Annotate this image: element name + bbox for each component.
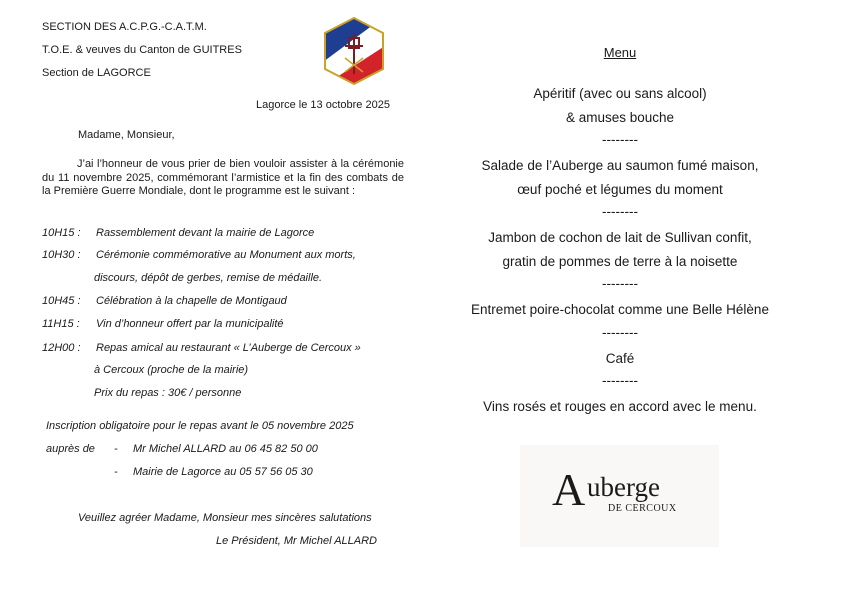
inscription-note: Inscription obligatoire pour le repas avant le 05 novembre 2025: [46, 420, 354, 432]
menu-item: Apéritif (avec ou sans alcool): [533, 86, 707, 101]
menu-item: œuf poché et légumes du moment: [517, 182, 723, 197]
shield-emblem-icon: [323, 16, 385, 86]
menu-item: Salade de l’Auberge au saumon fumé maison,: [481, 158, 759, 173]
schedule-item-continued: discours, dépôt de gerbes, remise de médaille.: [94, 272, 323, 284]
schedule-item: Vin d’honneur offert par la municipalité: [96, 318, 284, 330]
menu-item: gratin de pommes de terre à la noisette: [502, 254, 738, 269]
menu-item: & amuses bouche: [565, 110, 675, 125]
contact-dash: -: [114, 466, 118, 478]
logo-initial: A: [552, 464, 586, 515]
logo-subtitle: DE CERCOUX: [608, 503, 677, 514]
letter-date: Lagorce le 13 octobre 2025: [256, 99, 390, 111]
association-section: Section de LAGORCE: [42, 67, 151, 79]
signature: Le Président, Mr Michel ALLARD: [216, 535, 377, 547]
menu-item: Jambon de cochon de lait de Sullivan confit,: [488, 230, 752, 245]
closing-formula: Veuillez agréer Madame, Monsieur mes sincères salutations: [78, 512, 372, 524]
menu-item: Entremet poire-chocolat comme une Belle Hélène: [471, 302, 769, 317]
schedule-time: 10H45 :: [42, 295, 81, 307]
menu-separator: --------: [602, 276, 638, 291]
schedule-time: 11H15 :: [42, 318, 80, 330]
letter-body: [42, 158, 404, 199]
meal-price: Prix du repas : 30€ / personne: [94, 387, 242, 399]
schedule-time: 10H15 :: [42, 227, 81, 239]
contact-phone: Mairie de Lagorce au 05 57 56 05 30: [133, 466, 313, 478]
salutation: Madame, Monsieur,: [78, 129, 175, 141]
menu-item: Café: [605, 351, 635, 366]
logo-word: uberge: [587, 472, 660, 502]
menu-separator: --------: [602, 132, 638, 147]
menu-separator: --------: [602, 325, 638, 340]
contact-phone: Mr Michel ALLARD au 06 45 82 50 00: [133, 443, 318, 455]
schedule-item-continued: à Cercoux (proche de la mairie): [94, 364, 249, 376]
menu-title: Menu: [603, 45, 637, 60]
letter-body-text: J’ai l’honneur de vous prier de bien vouloir assister à la cérémonie du 11 novembre 2025, commémorant l’armistice et la fin des combats de la Première Guerre Mondiale, dont le programme est le suivant :: [42, 158, 404, 197]
association-name: SECTION DES A.C.P.G.-C.A.T.M.: [42, 21, 207, 33]
contact-dash: -: [114, 443, 118, 455]
schedule-item: Célébration à la chapelle de Montigaud: [96, 295, 287, 307]
aupres-label: auprès de: [46, 443, 95, 455]
menu-separator: --------: [602, 204, 638, 219]
schedule-item: Cérémonie commémorative au Monument aux morts,: [96, 249, 356, 261]
schedule-time: 10H30 :: [42, 249, 81, 261]
association-subtitle: T.O.E. & veuves du Canton de GUITRES: [42, 44, 242, 56]
schedule-time: 12H00 :: [42, 342, 81, 354]
restaurant-logo: [520, 445, 719, 547]
schedule-item: Repas amical au restaurant « L’Auberge de Cercoux »: [96, 342, 361, 354]
menu-item: Vins rosés et rouges en accord avec le menu.: [483, 399, 757, 414]
schedule-item: Rassemblement devant la mairie de Lagorce: [96, 227, 315, 239]
menu-separator: --------: [602, 373, 638, 388]
